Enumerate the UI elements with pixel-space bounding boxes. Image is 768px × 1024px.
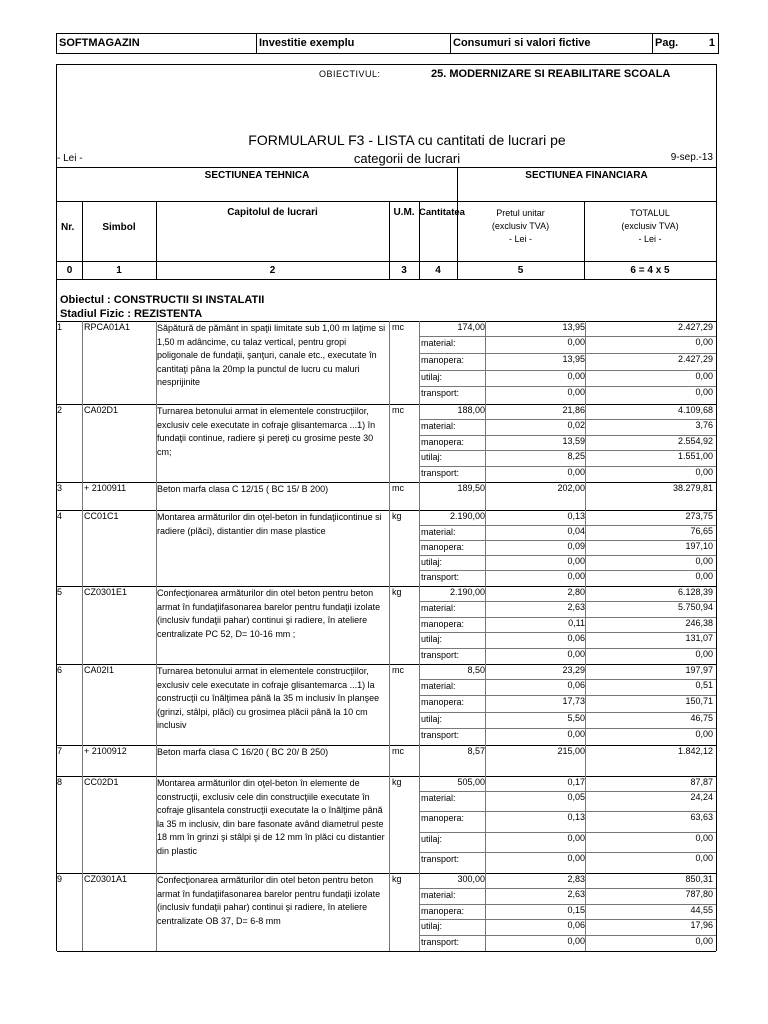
cost-label-utilaj: utilaj:: [421, 371, 443, 382]
cost-unit-manopera: 13,95: [562, 353, 585, 364]
cost-unit-transport: 0,00: [567, 387, 585, 398]
cost-unit-material: 2,63: [567, 602, 585, 612]
item-quantity: 300,00: [457, 874, 485, 884]
table-row: [57, 776, 716, 873]
column-divider: [82, 664, 83, 745]
cost-label-manopera: manopera:: [421, 813, 465, 824]
column-divider: [419, 664, 420, 745]
column-divider: [419, 586, 420, 664]
cost-total-utilaj: 1.551,00: [677, 451, 713, 461]
cost-unit-transport: 0,00: [567, 728, 585, 739]
item-unit: mc: [392, 746, 404, 756]
col-um: U.M.: [393, 207, 415, 218]
item-symbol: CC01C1: [84, 511, 119, 521]
item-unit: mc: [392, 322, 404, 332]
item-number: 9: [57, 874, 63, 884]
cost-total-material: 787,80: [685, 889, 713, 899]
col-index-6: 6 = 4 x 5: [630, 265, 670, 276]
item-total: 1.842,12: [677, 746, 713, 756]
item-description: Montarea armăturilor din oţel-beton în elemente de construcţii, exclusiv cele din construcţiile executate în cofraje glisantela construcţii executate la o înălţime până la 35 m inclusiv, din bare fasonate având diametrul peste 18 mm în grinzi şi stâlpi şi de 12 mm în plăci cu distantier din plastic: [157, 778, 385, 856]
cost-unit-manopera: 0,13: [567, 812, 585, 823]
column-divider: [389, 482, 390, 510]
cost-label-material: material:: [421, 793, 456, 803]
form-title-line1: FORMULARUL F3 - LISTA cu cantitati de lucrari pe: [248, 132, 566, 148]
cost-unit-material: 0,04: [567, 526, 585, 536]
cost-total-transport: 0,00: [695, 728, 713, 739]
column-divider: [485, 586, 486, 664]
item-unit: kg: [392, 777, 402, 787]
cost-unit-manopera: 0,09: [567, 541, 585, 551]
cost-total-utilaj: 131,07: [685, 633, 713, 643]
table-row: [57, 404, 716, 482]
item-unit: mc: [392, 665, 404, 675]
column-divider: [419, 510, 420, 586]
investment-name: Investitie exemplu: [257, 34, 451, 53]
cost-unit-transport: 0,00: [567, 466, 585, 477]
item-total: 87,87: [690, 777, 713, 787]
col-nr: Nr.: [61, 222, 75, 233]
column-divider: [485, 873, 486, 951]
col-index-4: 4: [435, 265, 441, 276]
cost-unit-manopera: 0,15: [567, 904, 585, 915]
currency-label: - Lei -: [57, 153, 83, 164]
item-quantity: 189,50: [457, 483, 485, 493]
item-symbol: CA02I1: [84, 665, 115, 675]
objective-label: OBIECTIVUL:: [319, 69, 381, 79]
item-description: Confecţionarea armăturilor din otel beton pentru beton armat în fundaţiifasonarea barelor pentru fundaţii izolate (inclusiv fundaţii pahar) continui şi radiere, în ateliere centralizate PC 52, D= 10-16 mm ;: [157, 588, 381, 639]
table-row: [57, 586, 716, 664]
item-number: 2: [57, 405, 63, 415]
table-row: [57, 482, 716, 510]
column-divider: [485, 664, 486, 745]
cost-total-material: 0,51: [695, 680, 713, 690]
item-symbol: CZ0301A1: [84, 874, 128, 884]
col-total-3: - Lei -: [638, 234, 662, 244]
cost-total-utilaj: 0,00: [695, 556, 713, 566]
objective-value: 25. MODERNIZARE SI REABILITARE SCOALA: [431, 68, 671, 80]
table-row: [57, 745, 716, 776]
column-divider: [389, 776, 390, 873]
cost-label-manopera: manopera:: [421, 542, 465, 552]
column-divider: [585, 664, 586, 745]
header-bar: [56, 33, 719, 54]
column-divider: [419, 873, 420, 951]
stage-heading: Stadiul Fizic : REZISTENTA: [60, 308, 203, 320]
item-number: 3: [57, 483, 63, 493]
item-number: 7: [57, 746, 63, 756]
cost-total-manopera: 246,38: [685, 617, 713, 628]
page-number: 1: [708, 37, 715, 49]
cost-unit-material: 0,02: [567, 420, 585, 430]
table-row: [57, 321, 716, 404]
cost-total-material: 5.750,94: [677, 602, 713, 612]
cost-label-transport: transport:: [421, 572, 460, 582]
cost-label-manopera: manopera:: [421, 697, 465, 708]
cost-unit-utilaj: 0,00: [567, 556, 585, 566]
section-financial: SECTIUNEA FINANCIARA: [525, 170, 648, 181]
item-total: 4.109,68: [677, 405, 713, 415]
cost-total-utilaj: 46,75: [690, 712, 713, 723]
form-title-line2: categorii de lucrari: [353, 151, 461, 166]
cost-unit-material: 0,00: [567, 337, 585, 347]
cost-label-transport: transport:: [421, 936, 460, 947]
cost-unit-material: 2,63: [567, 889, 585, 899]
item-unit: mc: [392, 405, 404, 415]
cost-total-transport: 0,00: [695, 387, 713, 398]
cost-total-transport: 0,00: [695, 852, 713, 863]
item-description: Beton marfa clasa C 16/20 ( BC 20/ B 250): [157, 747, 329, 757]
cost-label-utilaj: utilaj:: [421, 833, 443, 844]
col-quantity: Cantitatea: [419, 207, 465, 218]
cost-unit-transport: 0,00: [567, 571, 585, 581]
item-unit-price: 13,95: [562, 322, 585, 332]
cost-total-material: 3,76: [695, 420, 713, 430]
item-symbol: RPCA01A1: [84, 322, 131, 332]
item-unit-price: 2,83: [567, 874, 585, 884]
cost-label-manopera: manopera:: [421, 436, 465, 447]
cost-total-utilaj: 0,00: [695, 370, 713, 381]
column-divider: [82, 745, 83, 776]
col-unit-price-3: - Lei -: [508, 234, 532, 244]
cost-total-manopera: 44,55: [690, 904, 713, 915]
item-unit-price: 2,80: [567, 587, 585, 597]
col-total-1: TOTALUL: [630, 208, 670, 218]
item-total: 273,75: [685, 511, 713, 521]
cost-total-transport: 0,00: [695, 935, 713, 946]
cost-total-manopera: 197,10: [685, 541, 713, 551]
item-unit: kg: [392, 511, 402, 521]
item-symbol: CC02D1: [84, 777, 119, 787]
column-divider: [585, 510, 586, 586]
col-chapter: Capitolul de lucrari: [227, 207, 318, 218]
cost-total-manopera: 2.427,29: [677, 353, 713, 364]
column-divider: [82, 586, 83, 664]
cost-unit-utilaj: 0,06: [567, 633, 585, 643]
item-total: 38.279,81: [672, 483, 713, 493]
item-quantity: 2.190,00: [449, 511, 485, 521]
cost-label-transport: transport:: [421, 388, 460, 399]
item-description: Beton marfa clasa C 12/15 ( BC 15/ B 200): [157, 484, 329, 494]
item-symbol: CA02D1: [84, 405, 119, 415]
item-unit-price: 202,00: [557, 483, 585, 493]
column-divider: [389, 873, 390, 951]
table-row: [57, 664, 716, 745]
cost-unit-material: 0,06: [567, 680, 585, 690]
item-number: 5: [57, 587, 63, 597]
column-divider: [585, 321, 586, 404]
column-divider: [585, 745, 586, 776]
cost-label-utilaj: utilaj:: [421, 452, 443, 462]
cost-unit-transport: 0,00: [567, 852, 585, 863]
page-indicator: [653, 34, 718, 53]
cost-unit-transport: 0,00: [567, 935, 585, 946]
cost-label-transport: transport:: [421, 649, 460, 660]
table-row: [57, 873, 716, 951]
item-unit-price: 215,00: [557, 746, 585, 756]
cost-total-material: 76,65: [690, 526, 713, 536]
item-description: Montarea armăturilor din oţel-beton in fundaţiicontinue si radiere (plăci), distantier din mase plastice: [157, 512, 382, 536]
company-name: SOFTMAGAZIN: [57, 34, 257, 53]
cost-unit-material: 0,05: [567, 792, 585, 802]
item-unit-price: 23,29: [562, 665, 585, 675]
column-divider: [389, 510, 390, 586]
col-index-1: 1: [116, 265, 122, 276]
cost-total-material: 0,00: [695, 337, 713, 347]
page-label: Pag.: [655, 37, 679, 49]
column-divider: [485, 510, 486, 586]
item-unit: kg: [392, 874, 402, 884]
cost-unit-transport: 0,00: [567, 648, 585, 659]
cost-label-transport: transport:: [421, 729, 460, 740]
column-divider: [485, 404, 486, 482]
col-symbol: Simbol: [102, 222, 136, 233]
column-divider: [389, 745, 390, 776]
col-index-3: 3: [401, 265, 407, 276]
header-note: Consumuri si valori fictive: [451, 34, 653, 53]
section-technical: SECTIUNEA TEHNICA: [204, 170, 310, 181]
item-unit: mc: [392, 483, 404, 493]
cost-label-manopera: manopera:: [421, 354, 465, 365]
column-divider: [82, 776, 83, 873]
cost-label-material: material:: [421, 890, 456, 900]
column-divider: [82, 404, 83, 482]
col-index-2: 2: [269, 265, 276, 276]
cost-label-manopera: manopera:: [421, 618, 465, 629]
cost-unit-utilaj: 0,00: [567, 370, 585, 381]
item-number: 6: [57, 665, 63, 675]
item-symbol: + 2100911: [84, 483, 127, 493]
cost-label-material: material:: [421, 421, 456, 431]
column-divider: [82, 873, 83, 951]
item-total: 197,97: [685, 665, 713, 675]
column-divider: [389, 404, 390, 482]
column-divider: [485, 482, 486, 510]
item-quantity: 2.190,00: [449, 587, 485, 597]
item-description: Turnarea betonului armat in elementele construcţiilor, exclusiv cele executate in cofraje glisantemarca ...1) la construcţii cu înălţimea până la 35 m inclusiv în planşee (grinzi, stâlpi, plăci) cu grosimea plăcii până la 10 cm inclusiv: [157, 666, 380, 730]
cost-unit-utilaj: 8,25: [567, 451, 585, 461]
cost-total-manopera: 2.554,92: [677, 435, 713, 446]
cost-label-material: material:: [421, 603, 456, 613]
col-unit-price-2: (exclusiv TVA): [491, 221, 550, 231]
item-quantity: 174,00: [457, 322, 485, 332]
cost-label-utilaj: utilaj:: [421, 557, 443, 567]
cost-label-utilaj: utilaj:: [421, 713, 443, 724]
item-symbol: + 2100912: [84, 746, 127, 756]
cost-total-utilaj: 17,96: [690, 920, 713, 930]
item-unit: kg: [392, 587, 402, 597]
item-unit-price: 0,13: [567, 511, 585, 521]
col-total-2: (exclusiv TVA): [621, 221, 679, 231]
column-divider: [419, 404, 420, 482]
cost-total-manopera: 63,63: [690, 812, 713, 823]
cost-unit-manopera: 13,59: [562, 435, 585, 446]
cost-total-transport: 0,00: [695, 648, 713, 659]
column-divider: [585, 586, 586, 664]
column-divider: [485, 321, 486, 404]
item-quantity: 188,00: [457, 405, 485, 415]
cost-total-transport: 0,00: [695, 466, 713, 477]
cost-label-material: material:: [421, 527, 456, 537]
col-index-0: 0: [66, 265, 73, 276]
table-bottom-border: [57, 951, 716, 952]
item-description: Turnarea betonului armat in elementele construcţiilor, exclusiv cele executate in cofraje glisantemarca ...1) în fundaţii continue, radiere şi pereţi cu grosime peste 30 cm;: [157, 406, 376, 457]
cost-label-transport: transport:: [421, 853, 460, 864]
document-date: 9-sep.-13: [670, 152, 713, 163]
item-description: Săpătură de pământ in spaţii limitate sub 1,00 m laţime si 1,50 m adâncime, cu talaz vertical, pentru gropi poligonale de fundaţii, şanţuri, canale etc., executate în cantitaţi pâna la 20mp la punctul de lucru cu maluri nesprijinite: [157, 323, 386, 387]
column-divider: [585, 482, 586, 510]
column-divider: [82, 482, 83, 510]
item-number: 8: [57, 777, 63, 787]
cost-total-material: 24,24: [690, 792, 713, 802]
item-quantity: 8,57: [467, 746, 485, 756]
cost-label-utilaj: utilaj:: [421, 921, 443, 931]
column-divider: [82, 321, 83, 404]
cost-unit-utilaj: 0,06: [567, 920, 585, 930]
column-divider: [419, 321, 420, 404]
cost-label-manopera: manopera:: [421, 905, 465, 916]
cost-unit-utilaj: 5,50: [567, 712, 585, 723]
column-divider: [82, 510, 83, 586]
item-unit-price: 21,86: [562, 405, 585, 415]
column-divider: [585, 404, 586, 482]
col-unit-price-1: Pretul unitar: [496, 208, 545, 218]
object-heading: Obiectul : CONSTRUCTII SI INSTALATII: [60, 294, 265, 306]
cost-unit-manopera: 0,11: [568, 617, 585, 628]
cost-total-manopera: 150,71: [685, 696, 713, 707]
item-quantity: 505,00: [457, 777, 485, 787]
table-row: [57, 510, 716, 586]
item-unit-price: 0,17: [567, 777, 585, 787]
column-divider: [389, 664, 390, 745]
cost-label-transport: transport:: [421, 467, 460, 478]
cost-total-utilaj: 0,00: [695, 832, 713, 843]
item-number: 4: [57, 511, 63, 521]
item-total: 850,31: [685, 874, 713, 884]
item-symbol: CZ0301E1: [84, 587, 128, 597]
cost-unit-utilaj: 0,00: [567, 832, 585, 843]
column-divider: [389, 586, 390, 664]
cost-label-material: material:: [421, 338, 456, 348]
item-total: 6.128,39: [677, 587, 713, 597]
item-total: 2.427,29: [677, 322, 713, 332]
column-divider: [485, 745, 486, 776]
document-frame: [56, 64, 717, 951]
col-index-5: 5: [517, 265, 524, 276]
column-divider: [585, 873, 586, 951]
cost-label-material: material:: [421, 681, 456, 691]
column-divider: [389, 321, 390, 404]
cost-unit-manopera: 17,73: [562, 696, 585, 707]
item-quantity: 8,50: [467, 665, 485, 675]
item-number: 1: [57, 322, 63, 332]
item-description: Confecţionarea armăturilor din otel beton pentru beton armat în fundaţiifasonarea barelor pentru fundaţii izolate (inclusiv fundaţii pahar) continui şi radiere, în ateliere centralizate OB 37, D= 6-8 mm: [157, 875, 381, 926]
cost-total-transport: 0,00: [695, 571, 713, 581]
cost-label-utilaj: utilaj:: [421, 634, 443, 644]
